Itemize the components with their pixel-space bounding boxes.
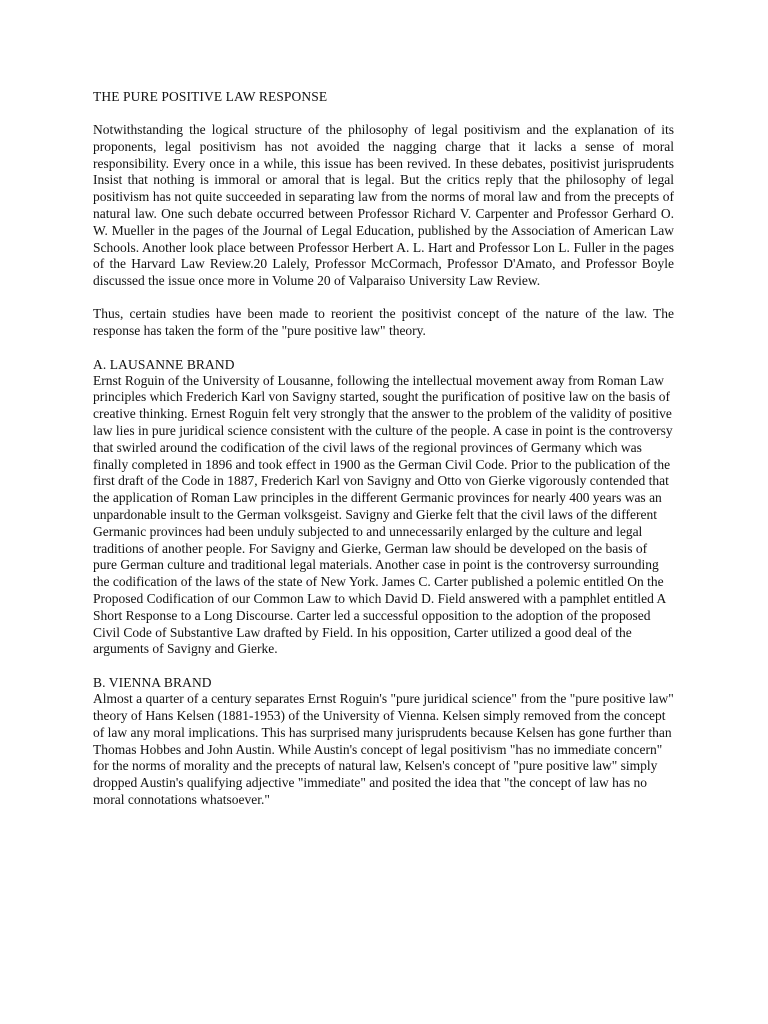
document-title: THE PURE POSITIVE LAW RESPONSE — [93, 89, 328, 104]
section-b-heading: B. VIENNA BRAND — [93, 675, 212, 691]
document-page — [93, 88, 674, 809]
section-b-paragraph: Almost a quarter of a century separates Ernst Roguin's "pure juridical science" from the "pure positive law" theory of Hans Kelsen (1881-1953) of the University of Vienna. Kelsen simply removed from the concept of law any moral implications. This has surprised many jurisprudents because Kelsen has gone further than Thomas Hobbes and John Austin. While Austin's concept of legal positivism "has no immediate concern" for the norms of morality and the precepts of natural law, Kelsen's concept of "pure positive law" simply dropped Austin's qualifying adjective "immediate" and posited the idea that "the concept of law has no moral connotations whatsoever." — [93, 691, 674, 807]
second-paragraph: Thus, certain studies have been made to reorient the positivist concept of the nature of the law. The response has taken the form of the "pure positive law" theory. — [93, 305, 674, 338]
intro-paragraph: Notwithstanding the logical structure of the philosophy of legal positivism and the explanation of its proponents, legal positivism has not avoided the nagging charge that it lacks a sense of moral responsibility. Every once in a while, this issue has been revived. In these debates, positivist jurisprudents Insist that nothing is immoral or amoral that is legal. But the critics reply that the philosophy of legal positivism has not quite succeeded in separating law from the norms of moral law and from the precepts of natural law. One such debate occurred between Professor Richard V. Carpenter and Professor Gerhard O. W. Mueller in the pages of the Journal of Legal Education, published by the Association of American Law Schools. Another look place between Professor Herbert A. L. Hart and Professor Lon L. Fuller in the pages of the Harvard Law Review.20 Lalely, Professor McCormach, Professor D'Amato, and Professor Boyle discussed the issue once more in Volume 20 of Valparaiso University Law Review. — [93, 122, 674, 289]
section-a-paragraph: Ernst Roguin of the University of Lousanne, following the intellectual movement away from Roman Law principles which Frederich Karl von Savigny started, sought the purification of positive law on the basis of creative thinking. Ernest Roguin felt very strongly that the answer to the problem of the validity of positive law lies in pure juridical science consistent with the culture of the people. A case in point is the controversy that swirled around the codification of the civil laws of the regional provinces of Germany which was finally completed in 1896 and took effect in 1900 as the German Civil Code. Prior to the publication of the first draft of the Code in 1887, Frederich Karl von Savigny and Otto von Gierke vigorously contended that the application of Roman Law principles in the different Germanic provinces for nearly 400 years was an unpardonable insult to the German volksgeist. Savigny and Gierke felt that the civil laws of the different Germanic provinces had been unduly subjected to and unnecessarily enlarged by the culture and legal traditions of another people. For Savigny and Gierke, German law should be developed on the basis of pure German culture and traditional legal materials. Another case in point is the controversy surrounding the codification of the laws of the state of New York. James C. Carter published a polemic entitled On the Proposed Codification of our Common Law to which David D. Field answered with a pamphlet entitled A Short Response to a Long Discourse. Carter led a successful opposition to the adoption of the proposed Civil Code of Substantive Law drafted by Field. In his opposition, Carter utilized a good deal of the arguments of Savigny and Gierke. — [93, 372, 673, 657]
section-a-heading: A. LAUSANNE BRAND — [93, 356, 235, 372]
